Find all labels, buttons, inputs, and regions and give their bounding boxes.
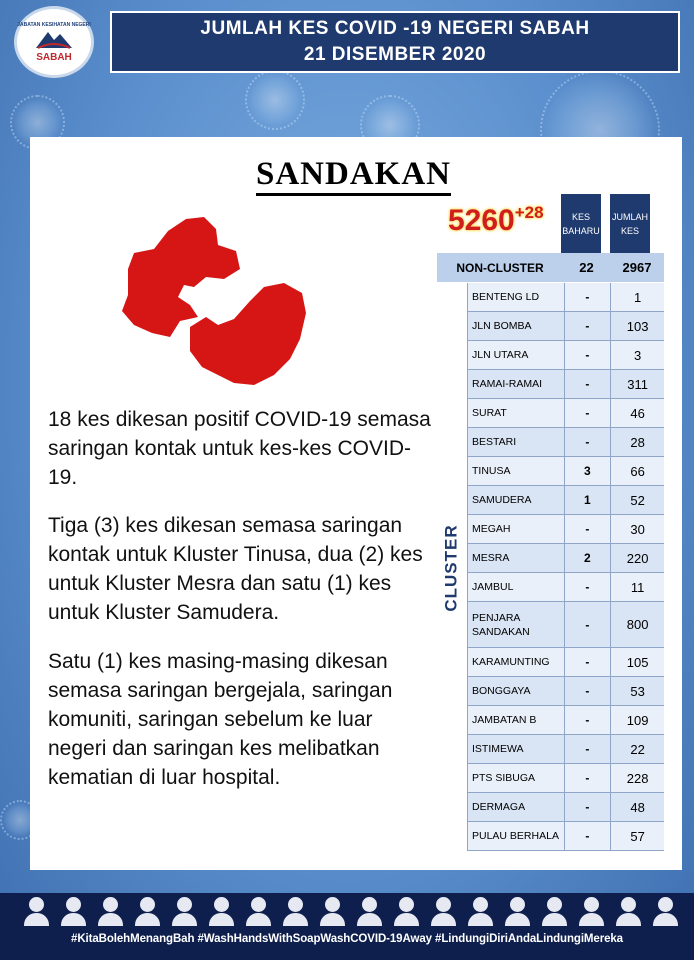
cluster-new: - (564, 283, 611, 311)
table-row (468, 370, 664, 399)
person-icon (170, 897, 199, 927)
cluster-new: - (564, 677, 611, 705)
column-header-jumlah-kes: JUMLAH KES (610, 194, 650, 254)
table-row (468, 706, 664, 735)
paragraph-1: 18 kes dikesan positif COVID-19 semasa saringan kontak untuk kes-kes COVID-19. (48, 408, 431, 489)
cluster-new: 1 (564, 486, 611, 514)
cluster-name: PULAU BERHALA (472, 830, 559, 842)
cluster-total: 228 (610, 764, 664, 792)
cluster-name: RAMAI-RAMAI (472, 378, 543, 390)
person-icon (614, 897, 643, 927)
person-icon (96, 897, 125, 927)
non-cluster-row (437, 253, 664, 282)
hashtag-3: #LindungiDiriAndaLindungiMereka (435, 933, 623, 945)
table-row (468, 793, 664, 822)
person-icon (540, 897, 569, 927)
table-row (468, 312, 664, 341)
total-cases-increase: +28 (514, 203, 544, 222)
cluster-total: 57 (610, 822, 664, 850)
title-line-1: JUMLAH KES COVID -19 NEGERI SABAH (200, 18, 590, 39)
table-row (468, 428, 664, 457)
cluster-new: - (564, 573, 611, 601)
table-row (468, 341, 664, 370)
cluster-new: - (564, 822, 611, 850)
cluster-name: PTS SIBUGA (472, 772, 536, 784)
person-icon (355, 897, 384, 927)
cluster-total: 46 (610, 399, 664, 427)
cluster-name: PENJARA SANDAKAN (472, 611, 530, 638)
cluster-total: 66 (610, 457, 664, 485)
non-cluster-total: 2967 (622, 260, 652, 275)
cluster-name: DERMAGA (472, 801, 526, 813)
cluster-name: MESRA (472, 552, 510, 564)
map-region-east (190, 283, 306, 385)
cluster-total: 311 (610, 370, 664, 398)
cluster-total: 103 (610, 312, 664, 340)
virus-decoration (245, 70, 305, 130)
person-icon (207, 897, 236, 927)
cluster-new: - (564, 399, 611, 427)
cluster-new: - (564, 735, 611, 763)
cluster-name: ISTIMEWA (472, 743, 524, 755)
total-cases-value: 5260 (448, 204, 515, 237)
hashtags (0, 933, 694, 945)
table-row (468, 486, 664, 515)
mountain-icon (34, 28, 74, 50)
cluster-name: BONGGAYA (472, 685, 531, 697)
cluster-total: 105 (610, 648, 664, 676)
non-cluster-label: NON-CLUSTER (456, 260, 544, 275)
cluster-name: KARAMUNTING (472, 656, 550, 668)
cluster-new: - (564, 370, 611, 398)
person-icon (392, 897, 421, 927)
cluster-new: - (564, 602, 611, 647)
cluster-new: - (564, 648, 611, 676)
district-card (30, 137, 682, 870)
cluster-name: MEGAH (472, 523, 511, 535)
hashtag-1: #KitaBolehMenangBah (71, 933, 195, 945)
cluster-new: 3 (564, 457, 611, 485)
table-row (468, 764, 664, 793)
cluster-total: 28 (610, 428, 664, 456)
cluster-new: 2 (564, 544, 611, 572)
cluster-side-label (437, 283, 467, 853)
cluster-total: 220 (610, 544, 664, 572)
cluster-total: 30 (610, 515, 664, 543)
cluster-name: JLN UTARA (472, 349, 529, 361)
cluster-total: 3 (610, 341, 664, 369)
table-row (468, 544, 664, 573)
table-row (468, 822, 664, 851)
cluster-name: JAMBUL (472, 581, 514, 593)
cluster-total: 11 (610, 573, 664, 601)
cluster-total: 53 (610, 677, 664, 705)
column-header-kes-baharu: KES BAHARU (561, 194, 601, 254)
cluster-total: 800 (610, 602, 664, 647)
person-icon (318, 897, 347, 927)
table-row (468, 677, 664, 706)
person-icon (503, 897, 532, 927)
cluster-new: - (564, 428, 611, 456)
footer-banner (0, 893, 694, 960)
cluster-new: - (564, 341, 611, 369)
cluster-label: CLUSTER (442, 524, 461, 612)
table-row (468, 648, 664, 677)
frontliners-illustration (22, 897, 680, 927)
cluster-total: 48 (610, 793, 664, 821)
cluster-name: SURAT (472, 407, 507, 419)
table-row (468, 735, 664, 764)
sandakan-map (94, 209, 314, 389)
cluster-name: JLN BOMBA (472, 320, 532, 332)
cluster-name: JAMBATAN B (472, 714, 537, 726)
person-icon (59, 897, 88, 927)
title-date: 21 DISEMBER 2020 (303, 44, 487, 65)
table-row (468, 602, 664, 648)
person-icon (466, 897, 495, 927)
person-icon (244, 897, 273, 927)
paragraph-3: Satu (1) kes masing-masing dikesan semasa saringan bergejala, saringan komuniti, saringan sebelum ke luar negeri dan saringan kes melibatkan kematian di luar hospital. (48, 650, 393, 789)
cluster-name: BESTARI (472, 436, 517, 448)
district-name: SANDAKAN (256, 155, 451, 196)
cluster-name: TINUSA (472, 465, 511, 477)
logo-subtitle: JABATAN KESIHATAN NEGERI (17, 21, 91, 28)
logo-name: SABAH (36, 51, 72, 63)
cluster-total: 1 (610, 283, 664, 311)
cluster-new: - (564, 764, 611, 792)
person-icon (651, 897, 680, 927)
sabah-health-logo (14, 6, 94, 78)
cluster-total: 52 (610, 486, 664, 514)
cluster-total: 22 (610, 735, 664, 763)
cluster-new: - (564, 793, 611, 821)
cluster-name: SAMUDERA (472, 494, 532, 506)
table-row (468, 283, 664, 312)
cluster-new: - (564, 312, 611, 340)
cluster-table (467, 283, 664, 851)
non-cluster-new: 22 (579, 260, 594, 275)
cluster-total: 109 (610, 706, 664, 734)
table-row (468, 573, 664, 602)
cluster-name: BENTENG LD (472, 291, 540, 303)
person-icon (429, 897, 458, 927)
paragraph-2: Tiga (3) kes dikesan semasa saringan kontak untuk Kluster Tinusa, dua (2) kes untuk Kluster Mesra dan satu (1) kes untuk Kluster Samudera. (48, 514, 423, 624)
page-title (110, 11, 680, 73)
person-icon (133, 897, 162, 927)
cluster-new: - (564, 515, 611, 543)
person-icon (281, 897, 310, 927)
cluster-new: - (564, 706, 611, 734)
total-cases (448, 203, 544, 238)
person-icon (577, 897, 606, 927)
person-icon (22, 897, 51, 927)
table-row (468, 399, 664, 428)
map-region-west (122, 217, 240, 337)
table-row (468, 515, 664, 544)
table-row (468, 457, 664, 486)
hashtag-2: #WashHandsWithSoapWashCOVID-19Away (197, 933, 432, 945)
